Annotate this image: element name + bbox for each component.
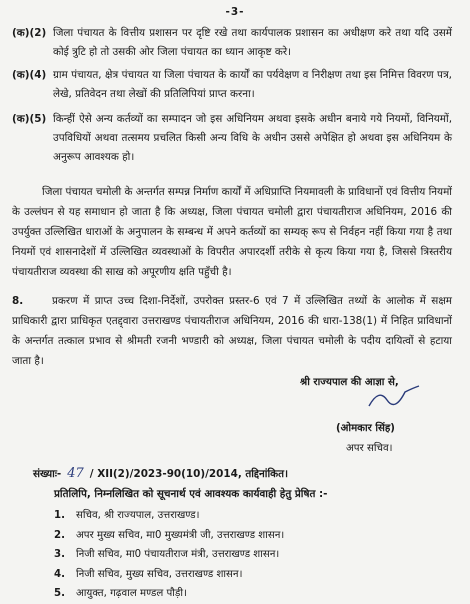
paragraph-8 xyxy=(12,291,452,371)
reference-line xyxy=(33,466,288,481)
clause-text: ग्राम पंचायत, क्षेत्र पंचायत या जिला पंचायत के कार्यों का पर्यवेक्षण व निरीक्षण तथा इस निमित्त विवरण पत्र, लेखे, प्रतिवेदन तथा लेखों की प्रतिलिपियां प्राप्त करना। xyxy=(53,69,452,100)
list-text: सचिव, श्री राज्यपाल, उत्तराखण्ड। xyxy=(76,510,200,521)
signatory-name: (ओमकार सिंह) xyxy=(336,423,395,434)
reference-prefix: संख्याः- xyxy=(33,468,62,480)
list-text: अपर मुख्य सचिव, मा0 मुख्यमंत्री जी, उत्तराखण्ड शासन। xyxy=(76,529,285,541)
clause-text: किन्हीं ऐसे अन्य कर्तव्यों का सम्पादन जो इस अधिनियम अथवा इसके अधीन बनाये गये नियमों, विनियमों, उपविधियों अथवा तत्समय प्रचलित किसी अन्य विधि के अधीन उससे अपेक्षित हो अथवा इस अधिनियम के अनुरूप आवश्यक हो। xyxy=(53,113,452,163)
order-line: श्री राज्यपाल की आज्ञा से, xyxy=(300,377,399,388)
signatory-designation: अपर सचिव। xyxy=(346,443,393,454)
paragraph-number: 8. xyxy=(12,295,24,307)
copy-list xyxy=(54,506,284,604)
clause-ka-4 xyxy=(12,66,452,104)
list-number: 1. xyxy=(54,510,65,521)
list-item xyxy=(54,506,284,526)
list-text: निजी सचिव, मा0 पंचायतीराज मंत्री, उत्तराखण्ड शासन। xyxy=(76,549,280,560)
list-item xyxy=(54,545,284,565)
clause-label: (क)(2) xyxy=(12,27,47,39)
reference-handwritten-number: 47 xyxy=(67,466,84,481)
clause-ka-2 xyxy=(12,24,452,62)
clause-label: (क)(4) xyxy=(12,69,47,81)
list-text: निजी सचिव, मुख्य सचिव, उत्तराखण्ड शासन। xyxy=(76,568,243,580)
clause-ka-5 xyxy=(12,110,452,167)
main-paragraph-text: जिला पंचायत चमोली के अन्तर्गत सम्पन्न निर्माण कार्यों में अधिप्राप्ति नियमावली के प्राविधानों एवं वित्तीय नियमों के उल्लंघन से यह समाधान हो जाता है कि अध्यक्ष, जिला पंचायत चमोली द्वारा पंचायतीराज अधिनियम, 2016 की उपर्युक्त उल्लिखित धाराओं के अनुपालन के सम्बन्ध में अपने कर्तव्यों का सम्यक् रूप से निर्वहन नहीं किया गया है तथा नियमों एवं शासनादेशों में उल्लिखित व्यवस्थाओं के विपरीत अपारदर्शी तरीके से कृत्य किया गया है, जिससे त्रिस्तरीय पंचायतीराज व्यवस्था की साख को अपूरणीय क्षति पहुँची है। xyxy=(12,186,452,278)
clause-text: जिला पंचायत के वित्तीय प्रशासन पर दृष्टि रखे तथा कार्यपालक प्रशासन का अधीक्षण करे तथा यदि उसमें कोई त्रुटि हो तो उसकी ओर जिला पंचायत का ध्यान आकृष्ट करे। xyxy=(53,27,452,58)
list-item xyxy=(54,565,284,585)
page-number: -3- xyxy=(225,6,245,18)
list-number: 2. xyxy=(54,529,65,541)
signature-mark xyxy=(365,382,425,412)
reference-suffix: / XII(2)/2023-90(10)/2014, तद्दिनांकित। xyxy=(89,468,289,480)
copy-heading: प्रतिलिपि, निम्नलिखित को सूचनार्थ एवं आवश्यक कार्यवाही हेतु प्रेषित :- xyxy=(54,488,328,500)
list-item xyxy=(54,526,284,546)
list-number: 4. xyxy=(54,568,65,580)
main-paragraph xyxy=(12,182,452,282)
list-number: 5. xyxy=(54,588,65,599)
list-item xyxy=(54,584,284,604)
paragraph-8-text: प्रकरण में प्राप्त उच्च दिशा-निर्देशों, उपरोक्त प्रस्तर-6 एवं 7 में उल्लिखित तथ्यों के आलोक में सक्षम प्राधिकारी द्वारा प्राधिकृत एतद्द्वारा उत्तराखण्ड पंचायतीराज अधिनियम, 2016 की धारा-138(1) में निहित प्राविधानों के अन्तर्गत तत्काल प्रभाव से श्रीमती रजनी भण्डारी को अध्यक्ष, जिला पंचायत चमोली के पदीय दायित्वों से हटाया जाता है। xyxy=(12,295,452,367)
list-number: 3. xyxy=(54,549,65,560)
list-text: आयुक्त, गढ़वाल मण्डल पौड़ी। xyxy=(76,588,187,599)
clause-label: (क)(5) xyxy=(12,113,47,125)
